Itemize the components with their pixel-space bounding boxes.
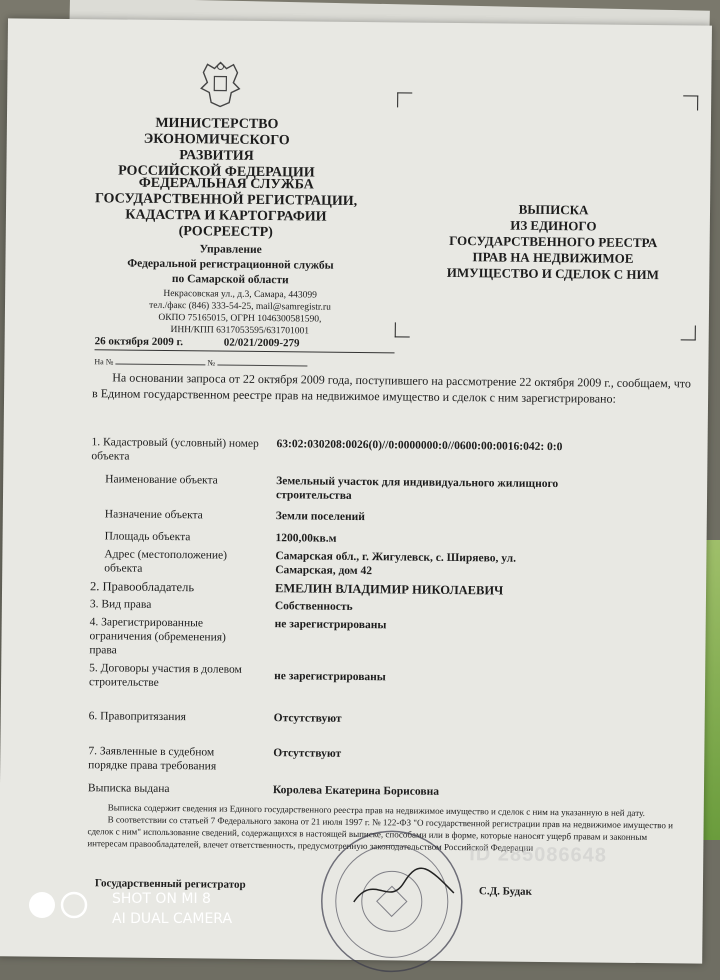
field-label: Наименование объекта: [105, 473, 218, 487]
field-value: Королева Екатерина Борисовна: [272, 784, 440, 798]
field-label: Адрес (местоположение) объекта: [104, 548, 228, 575]
title-line: ГОСУДАРСТВЕННОГО РЕЕСТРА: [449, 232, 658, 251]
field-value: Отсутствуют: [273, 712, 342, 725]
ministry-line: РОССИЙСКОЙ ФЕДЕРАЦИИ: [118, 163, 315, 181]
request-prefix: На №: [94, 357, 114, 367]
field-row: [89, 709, 689, 733]
service-line: (РОСРЕЕСТР): [178, 224, 273, 241]
corner-mark: [395, 322, 410, 337]
field-value: Собственность: [274, 600, 353, 613]
ministry-name: [106, 115, 327, 181]
request-no-sign: №: [207, 358, 216, 368]
request-reference-row: [94, 357, 307, 368]
service-line: ГОСУДАРСТВЕННОЙ РЕГИСТРАЦИИ,: [94, 191, 358, 209]
field-label: 1. Кадастровый (условный) номер объекта: [91, 436, 259, 463]
department-name: [100, 241, 360, 289]
field-value: не зарегистрированы: [274, 618, 387, 632]
camera-line: AI DUAL CAMERA: [112, 911, 233, 927]
contact-block: [90, 287, 390, 338]
document-title: [435, 201, 671, 283]
corner-mark: [683, 95, 698, 110]
note-paragraph: В соответствии со статьей 7 Федерального закона от 21 июля 1997 г. № 122-ФЗ "О государственной регистрации прав на недвижимое имущество и сделок с ним" использование сведений, содержащихся в настоящей выписке, способами или в форме, которые наносят ущерб правам и законным интересам правообладателей, влечет ответственность, предусмотренную законодательством Российской Федерации: [87, 814, 674, 853]
contact-line: ОКПО 75165015, ОГРН 1046300581590,: [158, 312, 322, 325]
field-row: [88, 744, 688, 780]
title-line: ВЫПИСКА: [518, 201, 589, 218]
document-page: [0, 18, 712, 963]
note-paragraph: Выписка содержит сведения из Единого государственного реестра прав на недвижимое имущество и сделок с ним на указанную в ней дату.: [107, 802, 645, 819]
contact-line: Некрасовская ул., д.3, Самара, 443099: [163, 288, 317, 301]
corner-mark: [681, 325, 696, 340]
field-label: 7. Заявленные в судебном порядке права требования: [88, 745, 217, 773]
ministry-line: ЭКОНОМИЧЕСКОГО РАЗВИТИЯ: [143, 131, 290, 164]
field-value: ЕМЕЛИН ВЛАДИМИР НИКОЛАЕВИЧ: [274, 581, 504, 598]
field-row: [90, 547, 690, 583]
document-date: 26 октября 2009 г.: [94, 335, 184, 349]
field-label: Выписка выдана: [87, 782, 170, 796]
field-label: Назначение объекта: [104, 508, 203, 522]
camera-logo-icon: [28, 891, 100, 921]
service-line: КАДАСТРА И КАРТОГРАФИИ: [125, 207, 327, 225]
field-value: Земельный участок для индивидуального жилищного строительства: [275, 475, 559, 502]
intro-paragraph: На основании запроса от 22 октября 2009 года, поступившего на рассмотрение 22 октября 2009 г., сообщаем, что в Едином государственном реестре прав на недвижимое имущество и сделок с ним зарегистрировано:: [92, 370, 691, 406]
watermark: ID 285086648: [469, 843, 608, 867]
registrar-title: Государственный регистратор: [94, 877, 246, 891]
field-row: [91, 472, 691, 508]
camera-line: SHOT ON MI 8: [112, 891, 211, 907]
field-label: 6. Правопритязания: [88, 710, 187, 724]
field-label: 2. Правообладатель: [90, 579, 195, 595]
field-value: Отсутствуют: [273, 747, 342, 760]
department-line: по Самарской области: [171, 273, 289, 287]
camera-text: [112, 889, 232, 929]
field-value: Самарская обл., г. Жигулевск, с. Ширяево, ул. Самарская, дом 42: [275, 550, 517, 578]
field-label: 5. Договоры участия в долевом строительстве: [89, 662, 242, 689]
title-line: ИМУЩЕСТВО И СДЕЛОК С НИМ: [446, 264, 660, 283]
registrar-name: С.Д. Будак: [478, 885, 532, 898]
field-row: [91, 435, 691, 477]
field-value: Земли поселений: [275, 510, 366, 524]
contact-line: тел./факс (846) 333-54-25, mail@samregistr.ru: [149, 300, 331, 313]
field-row: [89, 615, 689, 663]
contact-line: ИНН/КПП 6317053595/631701001: [170, 325, 310, 337]
document-number: 02/021/2009-279: [223, 336, 300, 350]
service-line: ФЕДЕРАЛЬНАЯ СЛУЖБА: [138, 175, 314, 193]
field-row: [91, 507, 691, 531]
field-value: 63:02:030208:0026(0)//0:0000000:0//0600:00:0016:042: 0:0: [276, 438, 563, 454]
department-line: Управление: [199, 243, 262, 256]
ministry-line: МИНИСТЕРСТВО: [155, 115, 279, 133]
department-line: Федеральной регистрационной службы: [127, 257, 334, 272]
document-date-row: [95, 335, 395, 350]
signature-scribble-icon: [349, 862, 460, 913]
field-row: [89, 661, 689, 697]
field-label: 3. Вид права: [89, 598, 152, 611]
corner-mark: [397, 92, 412, 107]
coat-of-arms-icon: [195, 58, 246, 111]
field-value: не зарегистрированы: [274, 670, 386, 684]
service-name: [86, 175, 367, 242]
field-label: 4. Зарегистрированные ограничения (обременения) права: [89, 616, 226, 657]
field-value: 1200,00кв.м: [275, 532, 337, 545]
field-label: Площадь объекта: [104, 530, 191, 544]
title-line: ИЗ ЕДИНОГО: [510, 217, 597, 234]
title-line: ПРАВ НА НЕДВИЖИМОЕ: [472, 249, 634, 266]
